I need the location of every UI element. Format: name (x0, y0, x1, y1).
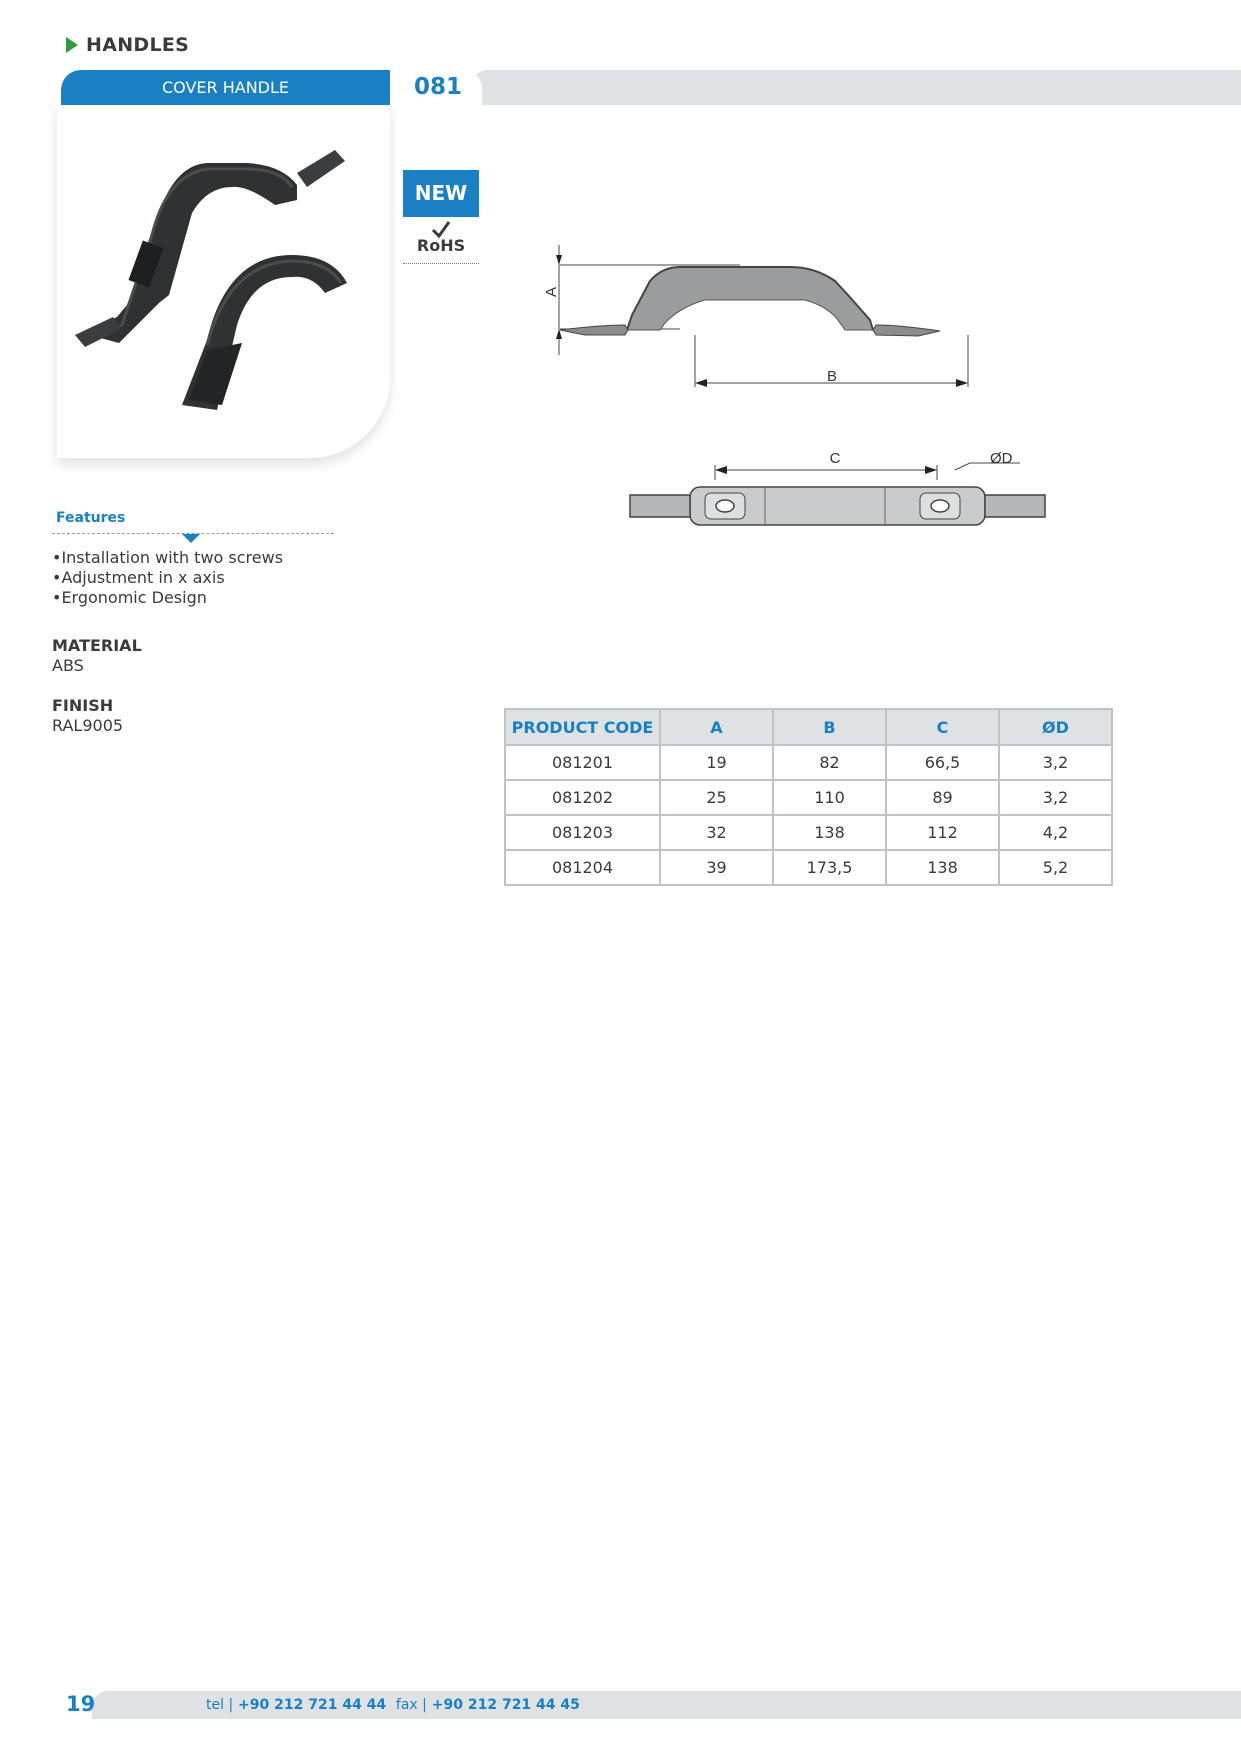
cell-a: 32 (660, 815, 773, 850)
section-title-text: HANDLES (86, 34, 190, 56)
finish-label: FINISH (52, 696, 114, 715)
cell-b: 82 (773, 745, 886, 780)
fax-label: fax | (395, 1697, 427, 1713)
features-list (52, 548, 283, 608)
col-header-b: B (773, 709, 886, 745)
dim-label-a: A (543, 286, 560, 297)
header-grey-bar (470, 70, 1241, 105)
finish-value: RAL9005 (52, 716, 124, 735)
cell-a: 25 (660, 780, 773, 815)
new-badge: NEW (403, 170, 479, 217)
table-row (505, 745, 1112, 780)
table-row (505, 850, 1112, 885)
tel-number[interactable]: +90 212 721 44 44 (238, 1697, 387, 1713)
dimensions-table (504, 708, 1113, 886)
cover-handle-tab: COVER HANDLE (61, 70, 390, 105)
cell-c: 66,5 (886, 745, 999, 780)
col-header-d: ØD (999, 709, 1112, 745)
down-arrow-icon (182, 534, 200, 543)
dim-label-b: B (826, 368, 838, 385)
tel-label: tel | (206, 1697, 234, 1713)
cell-product-code: 081201 (505, 745, 660, 780)
feature-item: • Ergonomic Design (52, 588, 283, 608)
side-view-drawing (556, 245, 968, 387)
table-header-row (505, 709, 1112, 745)
top-view-drawing (630, 463, 1045, 525)
cell-a: 19 (660, 745, 773, 780)
rohs-badge (403, 220, 479, 264)
dim-label-c: C (829, 450, 841, 467)
cell-d: 4,2 (999, 815, 1112, 850)
cell-b: 173,5 (773, 850, 886, 885)
cell-product-code: 081204 (505, 850, 660, 885)
col-header-product-code: PRODUCT CODE (505, 709, 660, 745)
section-title (66, 34, 189, 56)
cell-a: 39 (660, 850, 773, 885)
material-value: ABS (52, 656, 84, 675)
material-label: MATERIAL (52, 636, 142, 655)
table-row (505, 815, 1112, 850)
cell-product-code: 081202 (505, 780, 660, 815)
cell-product-code: 081203 (505, 815, 660, 850)
cell-b: 138 (773, 815, 886, 850)
cell-d: 3,2 (999, 745, 1112, 780)
dim-label-d: ØD (990, 450, 1013, 467)
product-code-title: 081 (414, 74, 463, 100)
cell-b: 110 (773, 780, 886, 815)
cell-d: 5,2 (999, 850, 1112, 885)
cell-d: 3,2 (999, 780, 1112, 815)
cover-handle-photo (57, 105, 390, 458)
col-header-a: A (660, 709, 773, 745)
fax-number[interactable]: +90 212 721 44 45 (431, 1697, 580, 1713)
page-number: 19 (66, 1692, 96, 1716)
feature-item: • Adjustment in x axis (52, 568, 283, 588)
cell-c: 138 (886, 850, 999, 885)
cell-c: 112 (886, 815, 999, 850)
technical-drawing (540, 225, 1060, 555)
product-image-panel (57, 105, 390, 458)
cell-c: 89 (886, 780, 999, 815)
rohs-label: RoHS (416, 236, 466, 255)
features-label: Features (56, 510, 126, 526)
triangle-bullet-icon (66, 37, 78, 53)
col-header-c: C (886, 709, 999, 745)
footer-contact (206, 1691, 580, 1719)
feature-item: • Installation with two screws (52, 548, 283, 568)
rohs-divider (403, 263, 479, 264)
table-row (505, 780, 1112, 815)
